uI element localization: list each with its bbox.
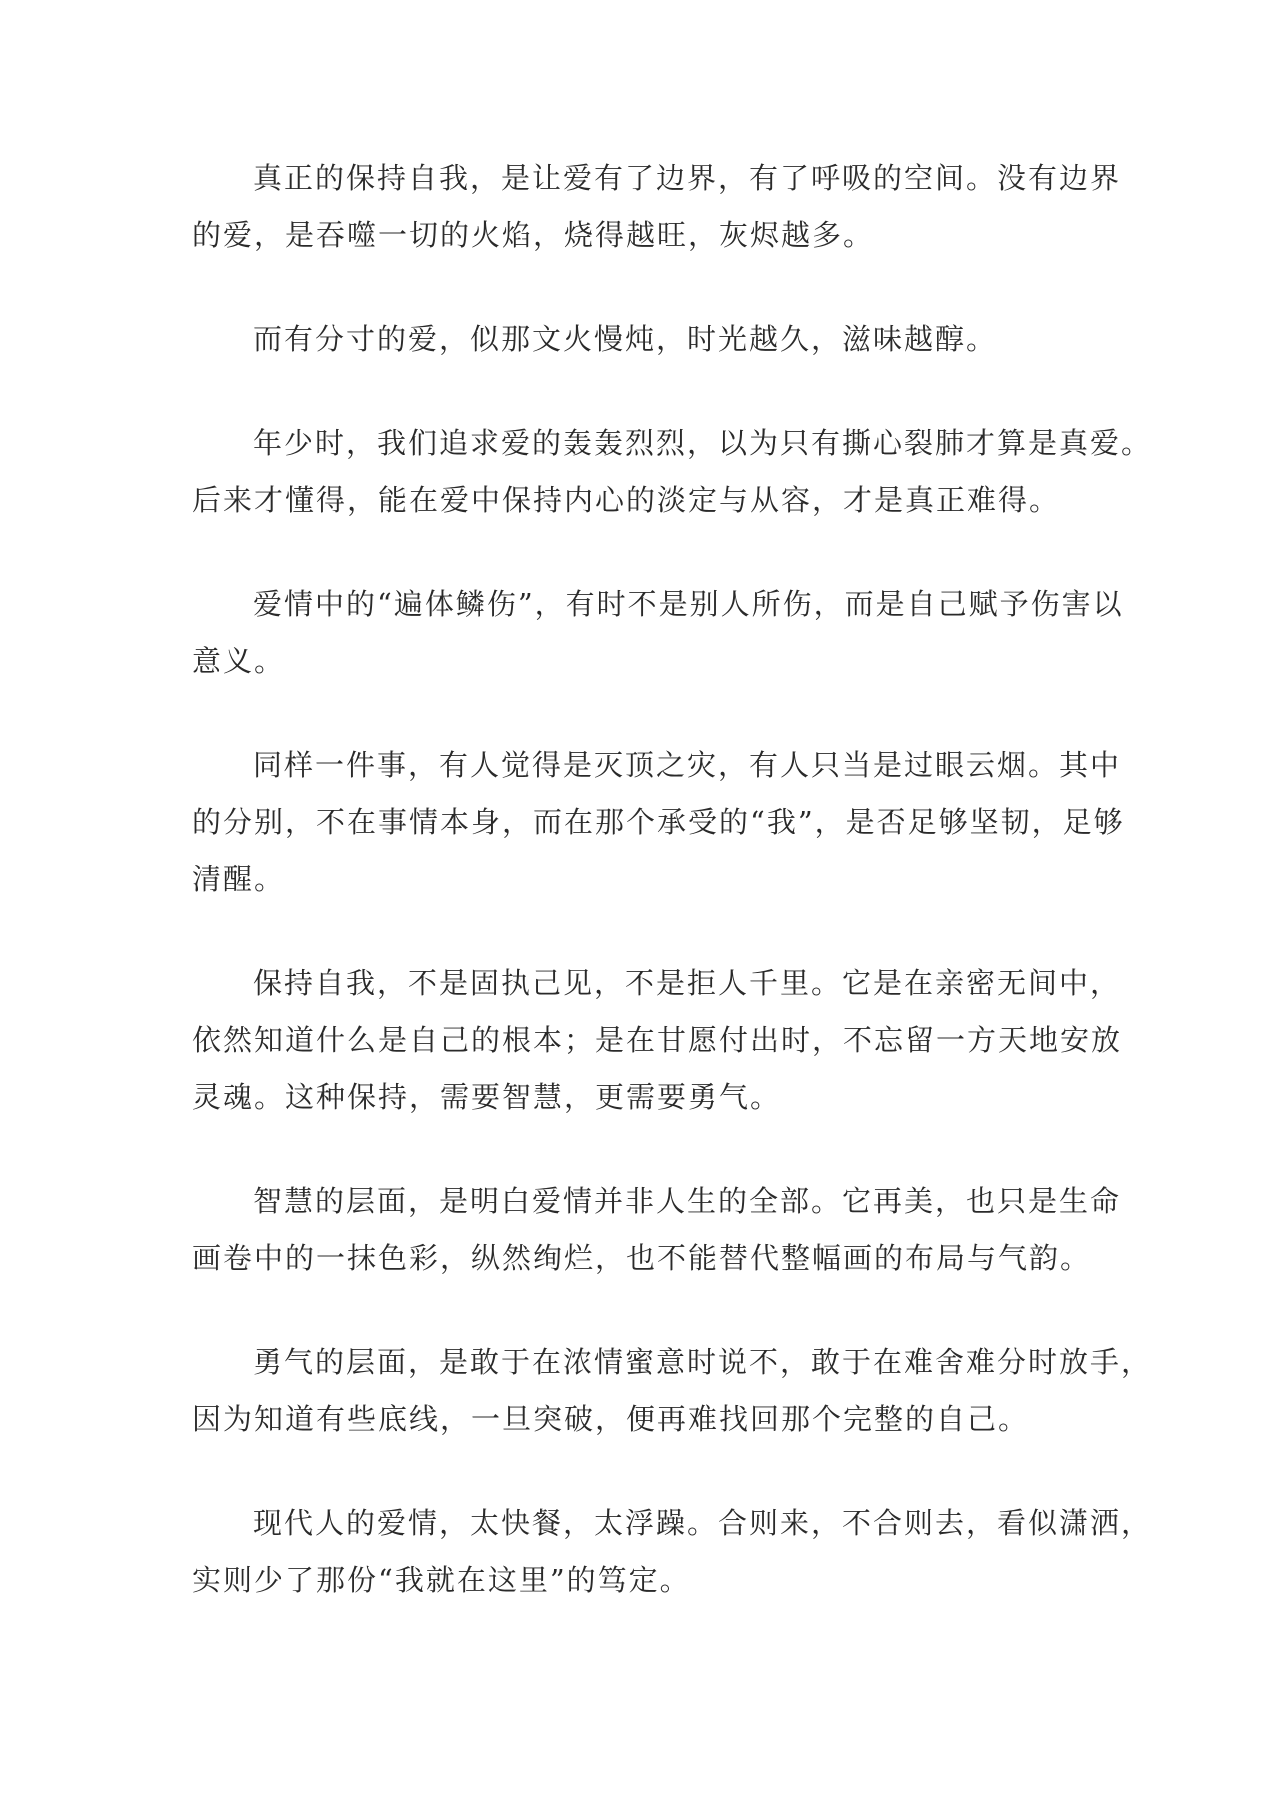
paragraph-line: 爱情中的“遍体鳞伤”，有时不是别人所伤，而是自己赋予伤害以 <box>253 587 1124 621</box>
paragraph-line: 年少时，我们追求爱的轰轰烈烈，以为只有撕心裂肺才算是真爱。 <box>253 426 1153 460</box>
paragraph-8 <box>192 1334 1153 1448</box>
document-body <box>192 150 1153 1656</box>
paragraph-6 <box>192 955 1123 1126</box>
paragraph-line: 意义。 <box>192 644 286 678</box>
paragraph-line: 勇气的层面，是敢于在浓情蜜意时说不，敢于在难舍难分时放手， <box>253 1345 1153 1379</box>
paragraph-line: 而有分寸的爱，似那文火慢炖，时光越久，滋味越醇。 <box>253 322 998 356</box>
paragraph-line: 现代人的爱情，太快餐，太浮躁。合则来，不合则去，看似潇洒， <box>253 1506 1153 1540</box>
paragraph-line: 灵魂。这种保持，需要智慧，更需要勇气。 <box>192 1080 782 1114</box>
paragraph-line: 实则少了那份“我就在这里”的笃定。 <box>192 1563 691 1597</box>
paragraph-9 <box>192 1495 1153 1609</box>
paragraph-5 <box>192 737 1125 908</box>
paragraph-4 <box>192 576 1124 690</box>
paragraph-line: 的爱，是吞噬一切的火焰，烧得越旺，灰烬越多。 <box>192 218 875 252</box>
paragraph-1 <box>192 150 1122 264</box>
paragraph-line: 因为知道有些底线，一旦突破，便再难找回那个完整的自己。 <box>192 1402 1030 1436</box>
paragraph-line: 的分别，不在事情本身，而在那个承受的“我”，是否足够坚韧，足够 <box>192 805 1125 839</box>
paragraph-line: 真正的保持自我，是让爱有了边界，有了呼吸的空间。没有边界 <box>253 161 1122 195</box>
paragraph-line: 清醒。 <box>192 862 286 896</box>
paragraph-line: 智慧的层面，是明白爱情并非人生的全部。它再美，也只是生命 <box>253 1184 1122 1218</box>
paragraph-line: 依然知道什么是自己的根本；是在甘愿付出时，不忘留一方天地安放 <box>192 1023 1123 1057</box>
paragraph-2 <box>192 311 1085 368</box>
paragraph-3 <box>192 415 1153 529</box>
paragraph-line: 画卷中的一抹色彩，纵然绚烂，也不能替代整幅画的布局与气韵。 <box>192 1241 1092 1275</box>
paragraph-7 <box>192 1173 1122 1287</box>
paragraph-line: 保持自我，不是固执己见，不是拒人千里。它是在亲密无间中， <box>253 966 1122 1000</box>
paragraph-line: 同样一件事，有人觉得是灭顶之灾，有人只当是过眼云烟。其中 <box>253 748 1122 782</box>
paragraph-line: 后来才懂得，能在爱中保持内心的淡定与从容，才是真正难得。 <box>192 483 1061 517</box>
